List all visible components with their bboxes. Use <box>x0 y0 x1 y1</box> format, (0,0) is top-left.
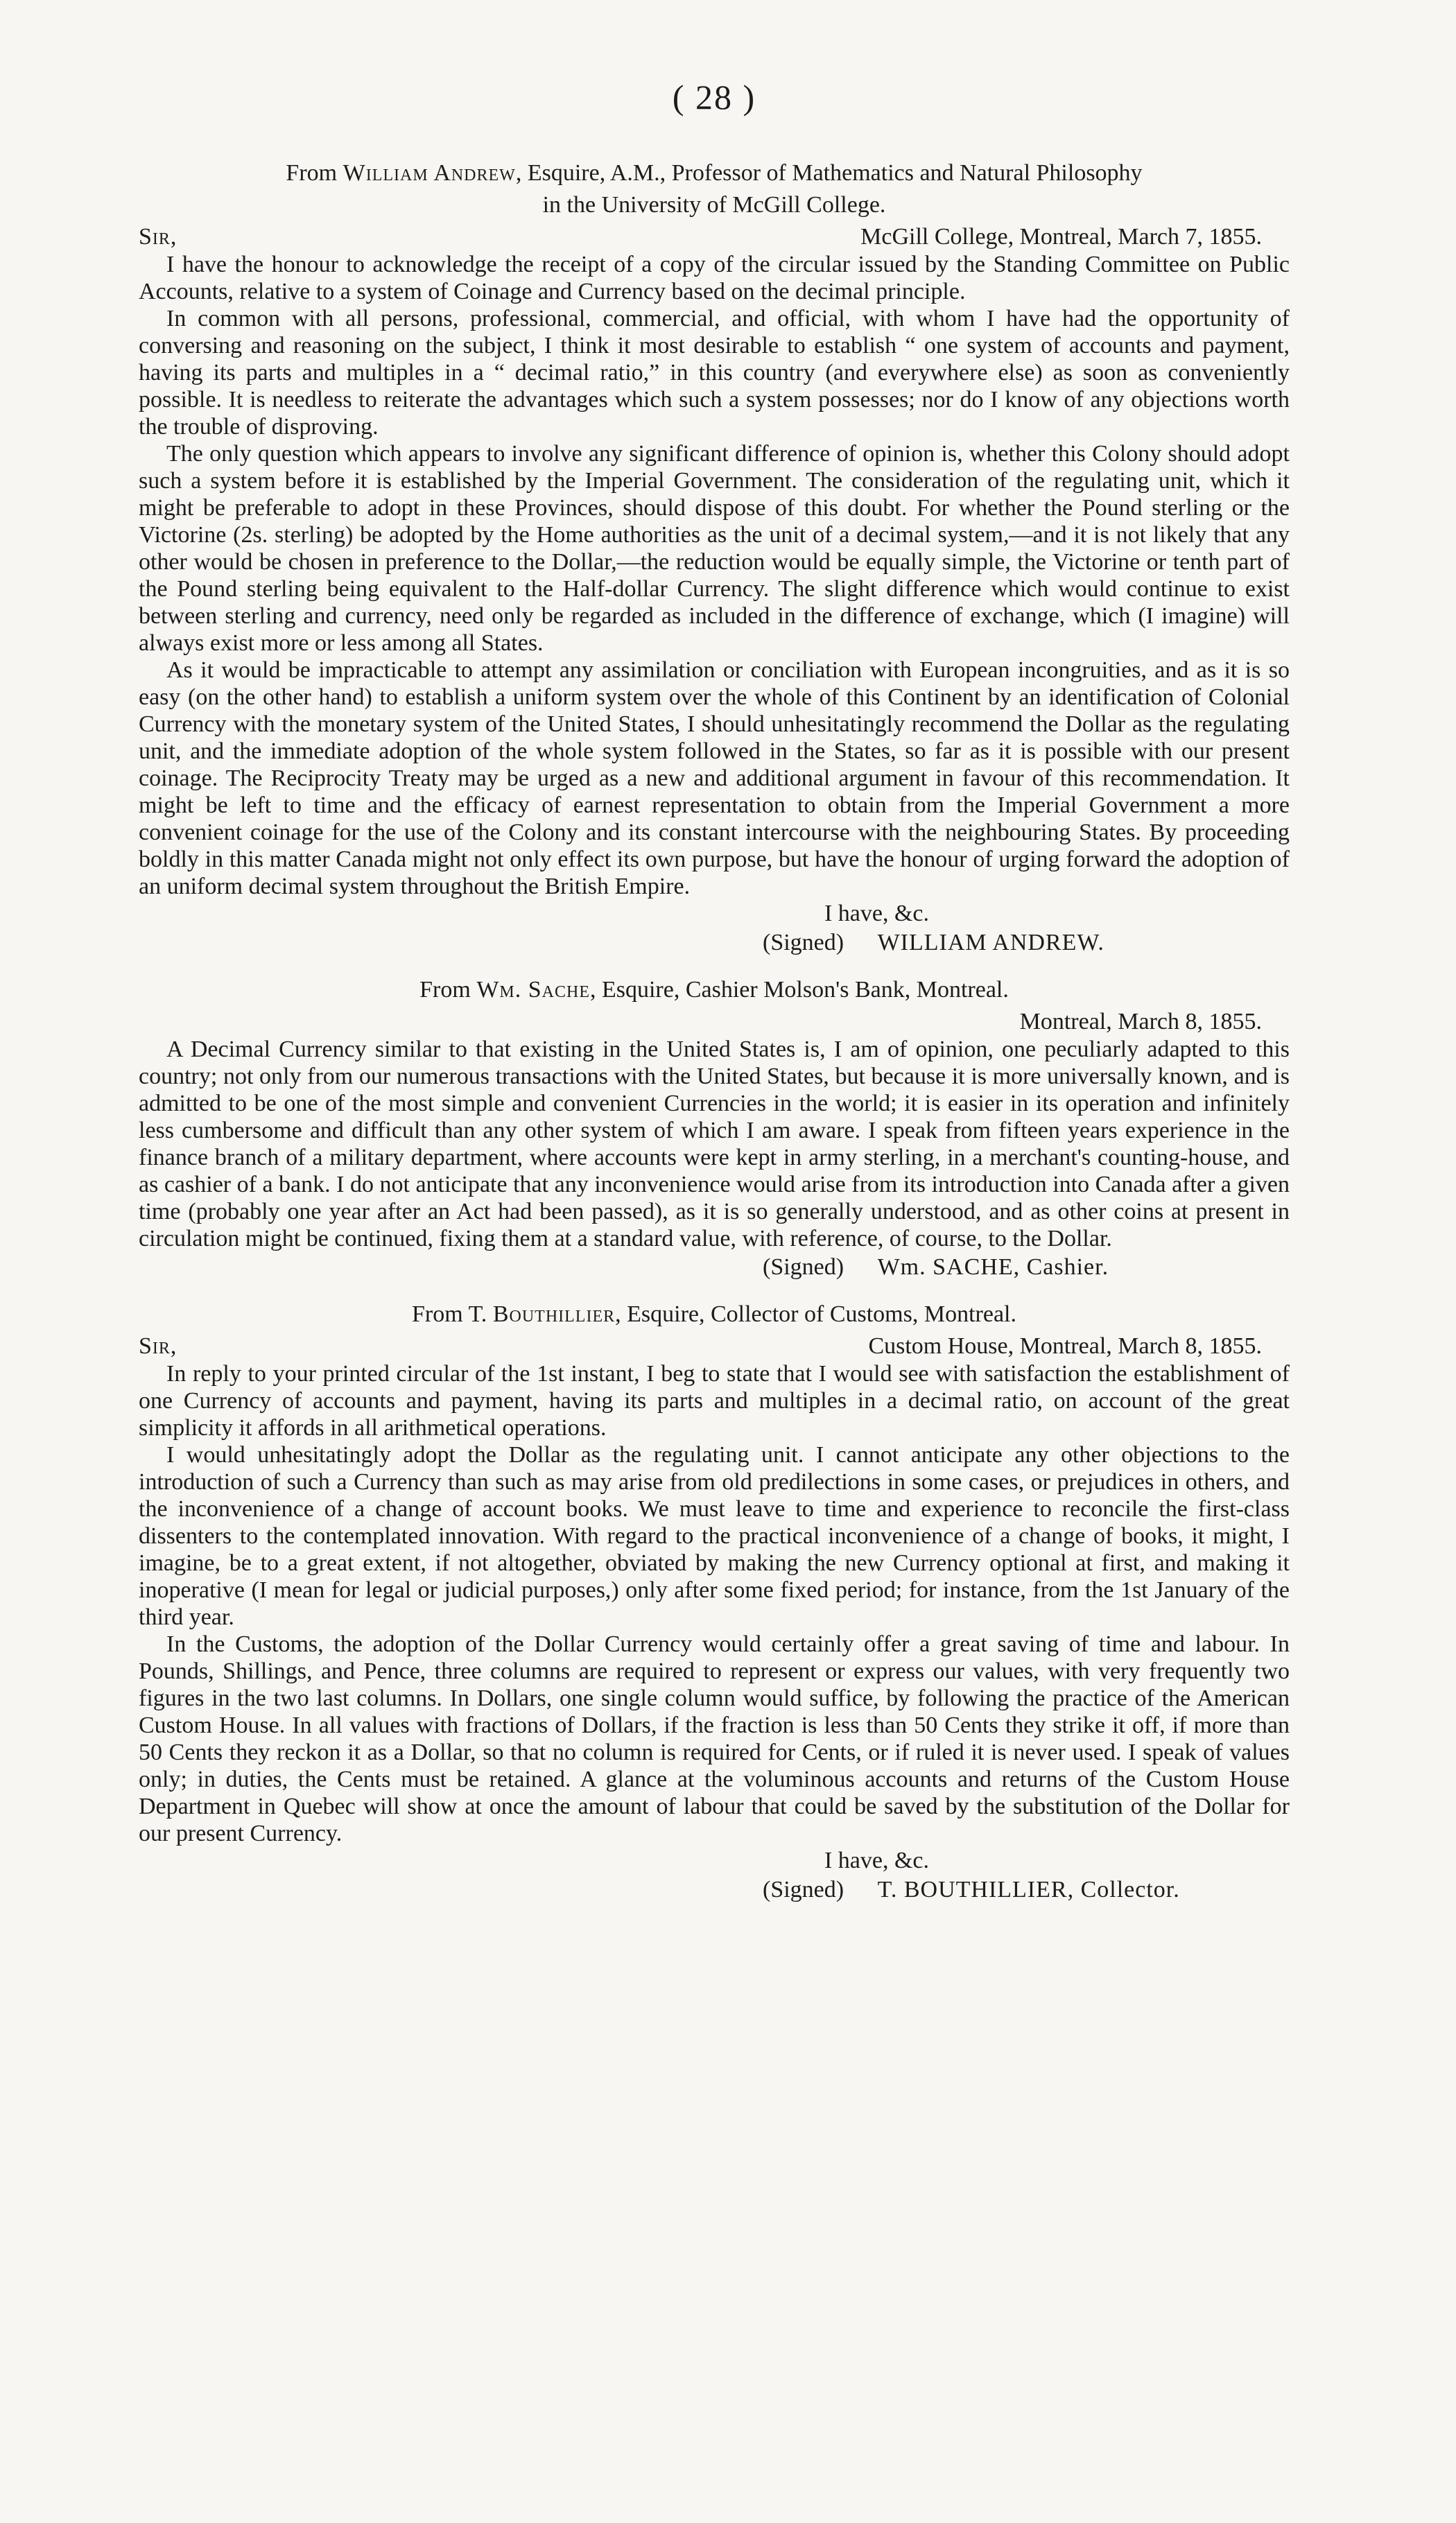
letter-william-andrew <box>139 159 1290 958</box>
signature <box>139 928 1290 958</box>
letter-heading: From William Andrew, Esquire, A.M., Professor of Mathematics and Natural Philosophy <box>286 160 1143 186</box>
paragraph: In the Customs, the adoption of the Dollar Currency would certainly offer a great saving of time and labour. In Pounds, Shillings, and Pence, three columns are required to represent or express our values, with very frequently two figures in the two last columns. In Dollars, one single column would suffice, by following the practice of the American Custom House. In all values with fractions of Dollars, if the fraction is less than 50 Cents they strike it off, if more than 50 Cents they reckon it as a Dollar, so that no column is required for Cents, or if ruled it is never used. I speak of values only; in duties, the Cents must be retained. A glance at the voluminous accounts and returns of the Custom House Department in Quebec will show at once the amount of labour that could be saved by the substitution of the Dollar for our present Currency. <box>139 1631 1290 1846</box>
place-date: Montreal, March 8, 1855. <box>1019 1009 1262 1034</box>
paragraph: As it would be impracticable to attempt any assimilation or conciliation with European incongruities, and as it is so easy (on the other hand) to establish a uniform system over the whole of this Continent by an identification of Colonial Currency with the monetary system of the United States, I should unhesitatingly recommend the Dollar as the regulating unit, and the immediate adoption of the whole system followed in the States, so far as it is possible with our present coinage. The Reciprocity Treaty may be urged as a new and additional argument in favour of this recommendation. It might be left to time and the efficacy of earnest representation to obtain from the Imperial Government a more convenient coinage for the use of the Colony and its constant intercourse with the neighbouring States. By proceeding boldly in this matter Canada might not only effect its own purpose, but have the honour of urging forward the adoption of an uniform decimal system throughout the British Empire. <box>139 657 1290 899</box>
closing: I have, &c. <box>824 1848 929 1873</box>
page-number: ( 28 ) <box>672 78 756 116</box>
letter-wm-sache <box>139 976 1290 1283</box>
paragraph: In common with all persons, professional, commercial, and official, with whom I have had the opportunity of conversing and reasoning on the subject, I think it most desirable to establish “ one system of accounts and payment, having its parts and multiples in a “ decimal ratio,” in this country (and everywhere else) as soon as conveniently possible. It is needless to reiterate the advantages which such a system possesses; nor do I know of any objections worth the trouble of disproving. <box>139 306 1290 440</box>
salutation: Sir, <box>139 224 177 250</box>
signature <box>139 1252 1290 1283</box>
salutation-row <box>139 1333 1290 1360</box>
paragraph: The only question which appears to involve any significant difference of opinion is, whether this Colony should adopt such a system before it is established by the Imperial Government. The consideration of the regulating unit, which it might be preferable to adopt in these Provinces, should dispose of this doubt. For whether the Pound sterling or the Victorine (2s. sterling) be adopted by the Home authorities as the unit of a decimal system,—and it is not likely that any other would be chosen in preference to the Dollar,—the reduction would be equally simple, the Victorine or tenth part of the Pound sterling being equivalent to the Half-dollar Currency. The slight difference which would continue to exist between sterling and currency, need only be regarded as included in the difference of exchange, which (I imagine) will always exist more or less among all States. <box>139 441 1290 656</box>
signed-label: (Signed) <box>763 930 844 955</box>
closing: I have, &c. <box>824 901 929 926</box>
paragraph: I would unhesitatingly adopt the Dollar as the regulating unit. I cannot anticipate any other objections to the introduction of such a Currency than such as may arise from old predilections in some cases, or prejudices in others, and the inconvenience of a change of account books. We must leave to time and experience to reconcile the first-class dissenters to the contemplated innovation. With regard to the practical inconvenience of a change of books, it might, I imagine, be to a great extent, if not altogether, obviated by making the new Currency optional at first, and making it inoperative (I mean for legal or judicial purposes,) only after some fixed period; for instance, from the 1st January of the third year. <box>139 1442 1290 1630</box>
signer-name: Wm. SACHE, Cashier. <box>877 1254 1109 1280</box>
author-name: William Andrew <box>343 160 516 186</box>
letter-heading: From T. Bouthillier, Esquire, Collector of Customs, Montreal. <box>412 1301 1016 1327</box>
place-date: McGill College, Montreal, March 7, 1855. <box>860 224 1262 250</box>
letter-heading-line2: in the University of McGill College. <box>542 192 886 218</box>
letter-heading: From Wm. Sache, Esquire, Cashier Molson's Bank, Montreal. <box>419 977 1009 1003</box>
paragraph: In reply to your printed circular of the 1st instant, I beg to state that I would see with satisfaction the establishment of one Currency of accounts and payment, having its parts and multiples in a decimal ratio, on account of the great simplicity it affords in all arithmetical operations. <box>139 1361 1290 1441</box>
letter-t-bouthillier <box>139 1301 1290 1905</box>
paragraph: A Decimal Currency similar to that existing in the United States is, I am of opinion, one peculiarly adapted to this country; not only from our numerous transactions with the United States, but because it is more universally known, and is admitted to be one of the most simple and convenient Currencies in the world; it is easier in its operation and infinitely less cumbersome and difficult than any other system of which I am aware. I speak from fifteen years experience in the finance branch of a military department, where accounts were kept in army sterling, in a merchant's counting-house, and as cashier of a bank. I do not anticipate that any inconvenience would arise from its introduction into Canada after a given time (probably one year after an Act had been passed), as it is so generally understood, and as other coins at present in circulation might be continued, fixing them at a standard value, with reference, of course, to the Dollar. <box>139 1037 1290 1251</box>
signed-label: (Signed) <box>763 1877 844 1902</box>
signer-name: T. BOUTHILLIER, Collector. <box>877 1877 1180 1902</box>
author-name: Wm. Sache <box>476 977 590 1003</box>
author-name: Bouthillier <box>492 1301 616 1327</box>
salutation: Sir, <box>139 1333 177 1359</box>
paragraph: I have the honour to acknowledge the receipt of a copy of the circular issued by the Standing Committee on Public Accounts, relative to a system of Coinage and Currency based on the decimal principle. <box>139 252 1290 304</box>
signed-label: (Signed) <box>763 1254 844 1280</box>
place-date: Custom House, Montreal, March 8, 1855. <box>868 1333 1262 1359</box>
signer-name: WILLIAM ANDREW. <box>877 930 1104 955</box>
signature <box>139 1875 1290 1905</box>
salutation-row <box>139 223 1290 251</box>
